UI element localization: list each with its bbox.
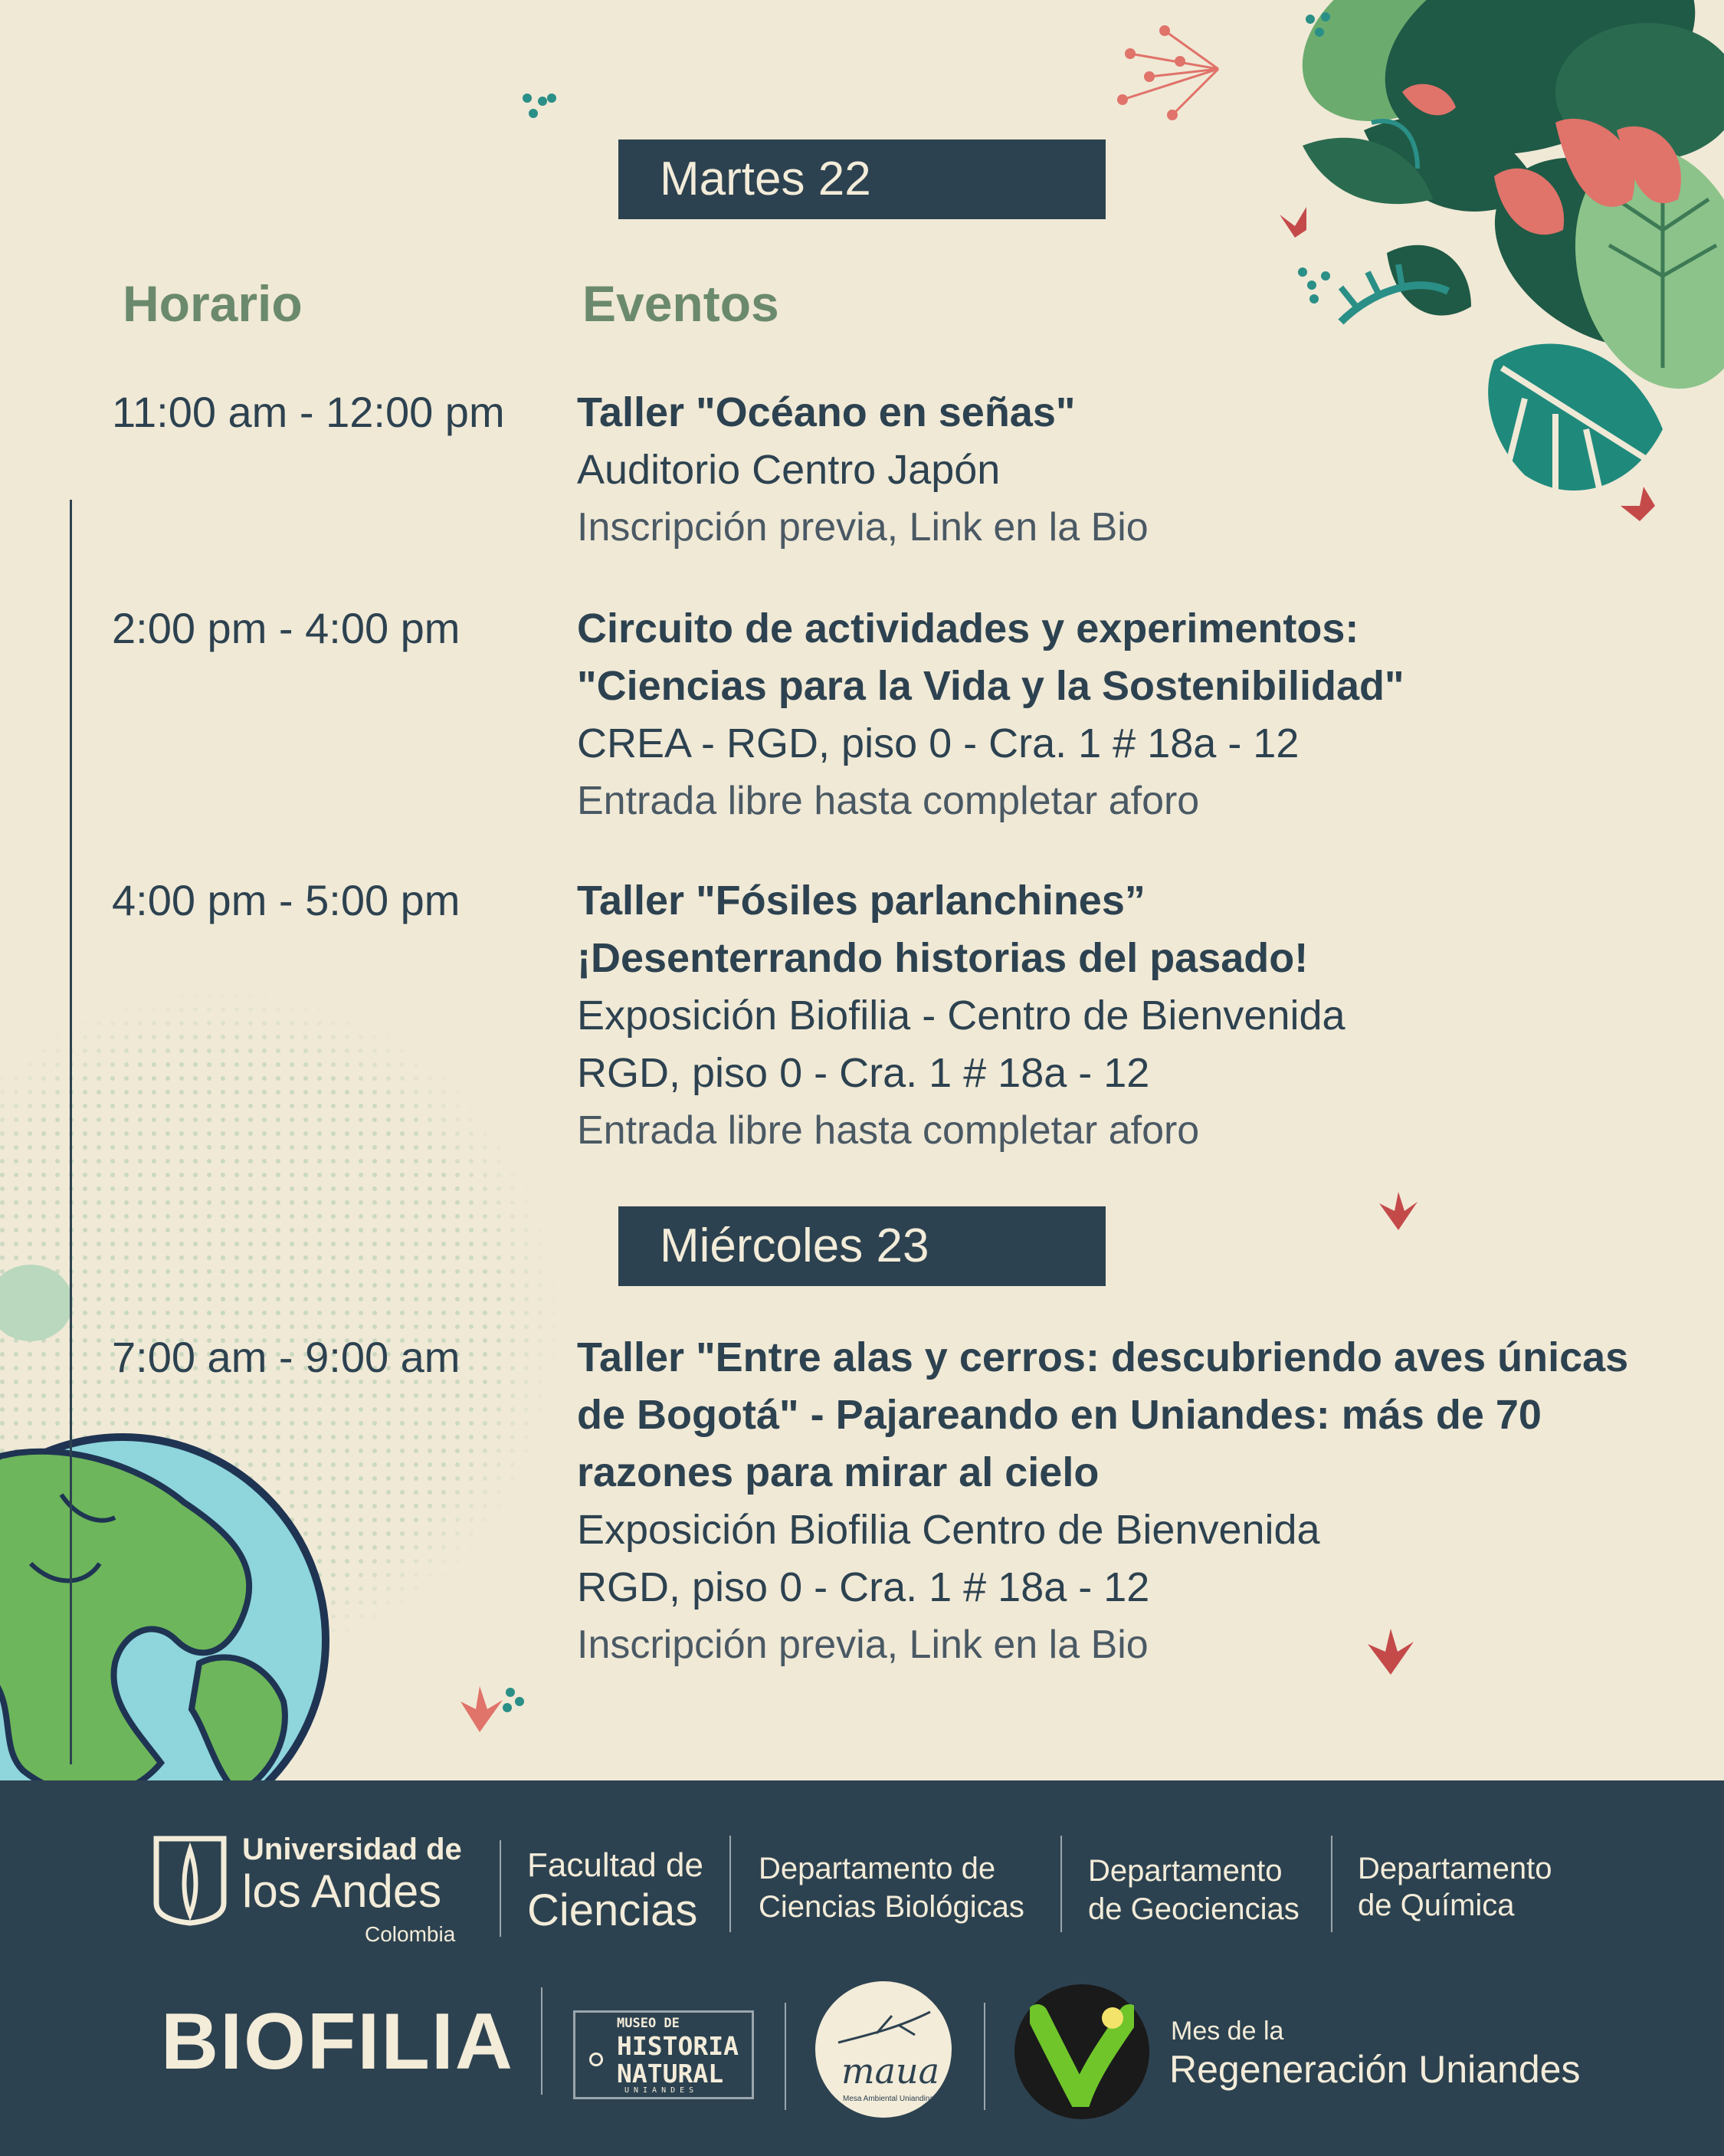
event-title: razones para mirar al cielo [577, 1449, 1100, 1495]
facultad-line1: Facultad de [527, 1846, 703, 1884]
biofilia-logo: BIOFILIA [161, 1997, 514, 2086]
event-time: 7:00 am - 9:00 am [112, 1333, 460, 1381]
divider [1331, 1836, 1332, 1932]
maua-name: maua [841, 2050, 940, 2092]
event-note: Entrada libre hasta completar aforo [577, 779, 1200, 823]
event-title: de Bogotá" - Pajareando en Uniandes: más de 70 [577, 1392, 1542, 1438]
timeline-line [70, 500, 72, 1764]
green-blob-decoration [0, 1257, 77, 1349]
regeneracion-line1: Mes de la [1171, 2017, 1284, 2046]
facultad-line2: Ciencias [527, 1885, 698, 1935]
museo-line1: MUSEO DE [617, 2016, 680, 2031]
regeneracion-line2: Regeneración Uniandes [1169, 2048, 1581, 2091]
maua-sub: Mesa Ambiental Uniandina [843, 2095, 934, 2103]
dots-decoration [518, 89, 564, 127]
divider [500, 1840, 501, 1937]
event-title: Circuito de actividades y experimentos: [577, 605, 1359, 651]
day-badge-miercoles [618, 1206, 1106, 1286]
event-item [577, 1329, 1680, 1674]
museo-dot-icon [589, 2053, 603, 2066]
event-title: Taller "Océano en señas" [577, 389, 1076, 435]
event-item [577, 600, 1680, 830]
maua-branch-icon [831, 2004, 938, 2050]
dept-geo-line1: Departamento [1088, 1854, 1283, 1888]
uniandes-line3: Colombia [365, 1922, 456, 1946]
event-item [577, 384, 1680, 556]
dept-qui-line1: Departamento [1358, 1852, 1552, 1885]
divider [984, 2003, 985, 2110]
day-badge-martes [618, 139, 1106, 219]
event-note: Entrada libre hasta completar aforo [577, 1108, 1200, 1153]
divider [541, 1987, 542, 2095]
divider [785, 2003, 786, 2110]
uniandes-shield-icon [152, 1834, 228, 1926]
event-location: Exposición Biofilia - Centro de Bienvenida [577, 993, 1345, 1039]
flower-decoration [457, 1679, 526, 1740]
museo-line3: NATURAL [617, 2059, 724, 2089]
event-note: Inscripción previa, Link en la Bio [577, 505, 1149, 550]
event-time: 2:00 pm - 4:00 pm [112, 604, 460, 652]
event-note: Inscripción previa, Link en la Bio [577, 1623, 1149, 1667]
museo-logo [573, 2010, 754, 2099]
events-column-header: Eventos [582, 275, 779, 332]
time-column-header: Horario [123, 275, 303, 332]
day-label: Martes 22 [660, 153, 871, 205]
dept-qui-line2: de Química [1358, 1889, 1515, 1922]
uniandes-line1: Universidad de [242, 1833, 462, 1866]
earth-globe-illustration [0, 1410, 360, 1809]
event-location: Auditorio Centro Japón [577, 447, 1001, 493]
event-location: RGD, piso 0 - Cra. 1 # 18a - 12 [577, 1564, 1150, 1610]
regeneracion-v-icon [1030, 2000, 1134, 2107]
maua-logo [815, 1981, 952, 2118]
event-title: ¡Desenterrando historias del pasado! [577, 935, 1309, 981]
divider [1060, 1836, 1062, 1932]
regeneracion-logo [1014, 1984, 1149, 2119]
flower-decoration [1375, 1188, 1421, 1234]
event-time: 11:00 am - 12:00 pm [112, 388, 505, 436]
event-title: Taller "Fósiles parlanchines” [577, 878, 1146, 924]
divider [729, 1836, 731, 1932]
event-title: Taller "Entre alas y cerros: descubriendo aves únicas [577, 1334, 1629, 1380]
event-title: "Ciencias para la Vida y la Sostenibilidad" [577, 663, 1404, 709]
day-label: Miércoles 23 [660, 1219, 929, 1272]
event-time: 4:00 pm - 5:00 pm [112, 876, 460, 924]
dept-bio-line1: Departamento de [759, 1852, 996, 1885]
event-location: CREA - RGD, piso 0 - Cra. 1 # 18a - 12 [577, 720, 1300, 766]
event-item [577, 872, 1680, 1160]
dept-bio-line2: Ciencias Biológicas [759, 1890, 1024, 1924]
uniandes-line2: los Andes [242, 1866, 442, 1917]
dept-geo-line2: de Geociencias [1088, 1892, 1300, 1926]
event-location: Exposición Biofilia Centro de Bienvenida [577, 1507, 1320, 1553]
museo-line2: HISTORIA [617, 2031, 739, 2061]
sponsors-footer [0, 1780, 1724, 2156]
museo-line4: UNIANDES [624, 2086, 699, 2095]
event-location: RGD, piso 0 - Cra. 1 # 18a - 12 [577, 1050, 1150, 1096]
